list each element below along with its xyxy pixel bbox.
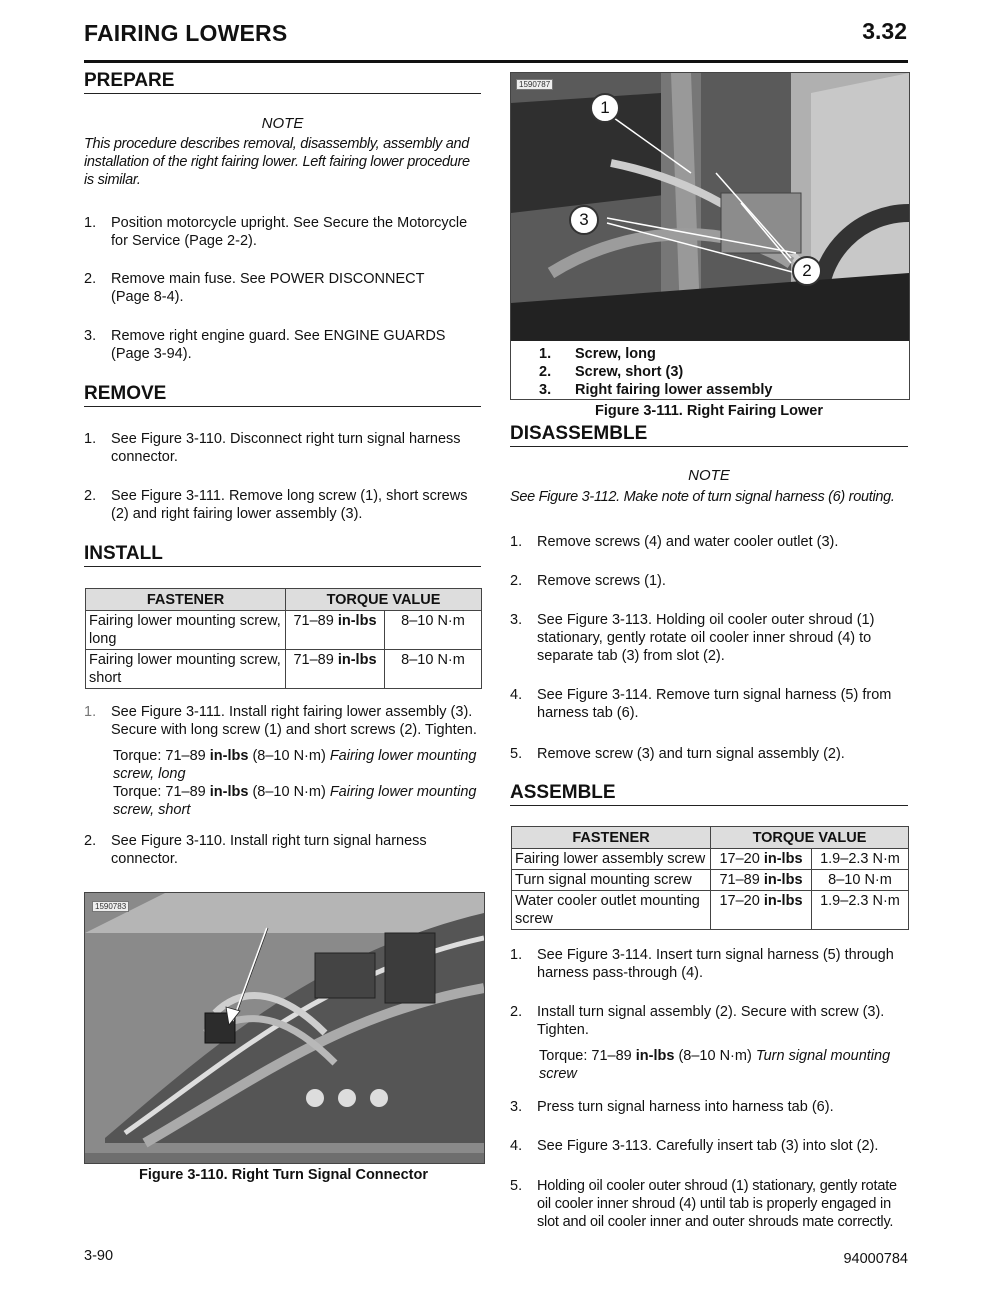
callout-1: 1 — [590, 93, 620, 123]
assemble-step-1: 1. See Figure 3-114. Insert turn signal harness (5) through harness pass-through (4). — [510, 947, 894, 981]
page-title: FAIRING LOWERS — [84, 20, 288, 46]
disassemble-step-4: 4. See Figure 3-114. Remove turn signal harness (5) from harness tab (6). — [510, 687, 892, 721]
footer-doc-number: 94000784 — [843, 1251, 908, 1267]
torque-spec-turn-signal: Torque: 71–89 in-lbs (8–10 N·m) Turn signal mounting screw — [539, 1048, 891, 1082]
table-row: Fairing lower mounting screw, short 71–89 in-lbs 8–10 N·m — [86, 650, 482, 689]
table-row: Water cooler outlet mounting screw 17–20 in-lbs 1.9–2.3 N·m — [512, 891, 909, 930]
note-text: This procedure describes removal, disassembly, assembly and installation of the right fairing lower. Left fairing lower procedure is similar. — [84, 136, 470, 188]
title-rule — [84, 60, 908, 63]
disassemble-step-2: 2. Remove screws (1). — [510, 573, 666, 589]
col-fastener: FASTENER — [512, 827, 711, 849]
remove-step-2: 2. See Figure 3-111. Remove long screw (1), short screws (2) and right fairing lower assembly (3). — [84, 488, 468, 522]
remove-step-1: 1. See Figure 3-110. Disconnect right turn signal harness connector. — [84, 431, 461, 465]
turn-signal-connector-illustration — [85, 893, 484, 1163]
section-heading-prepare: PREPARE — [84, 70, 481, 94]
col-torque-value: TORQUE VALUE — [711, 827, 909, 849]
figure-3-110-image — [84, 892, 485, 1164]
legend-item: 1. Screw, long — [539, 346, 656, 362]
section-heading-disassemble: DISASSEMBLE — [510, 423, 908, 447]
callout-2: 2 — [792, 256, 822, 286]
figure-id-tag: 1590787 — [516, 79, 553, 90]
assemble-step-3: 3. Press turn signal harness into harness tab (6). — [510, 1099, 834, 1115]
table-row: Fairing lower assembly screw 17–20 in-lbs 1.9–2.3 N·m — [512, 849, 909, 870]
section-page-number: 3.32 — [862, 18, 907, 44]
figure-3-111-caption: Figure 3-111. Right Fairing Lower — [594, 403, 823, 419]
col-fastener: FASTENER — [86, 589, 286, 611]
disassemble-step-1: 1. Remove screws (4) and water cooler outlet (3). — [510, 534, 839, 550]
section-heading-remove: REMOVE — [84, 383, 481, 407]
note-label: NOTE — [261, 115, 304, 132]
legend-item: 2. Screw, short (3) — [539, 364, 684, 380]
note-label: NOTE — [688, 467, 730, 484]
callout-3: 3 — [569, 205, 599, 235]
prepare-step-1: 1. Position motorcycle upright. See Secure the Motorcycle for Service (Page 2-2). — [84, 215, 468, 249]
assemble-step-4: 4. See Figure 3-113. Carefully insert tab (3) into slot (2). — [510, 1138, 879, 1154]
disassemble-step-3: 3. See Figure 3-113. Holding oil cooler outer shroud (1) stationary, gently rotate oil cooler inner shroud (4) to separate tab (3) from slot (2). — [510, 612, 875, 664]
right-fairing-lower-illustration — [511, 73, 909, 341]
table-row: Fairing lower mounting screw, long 71–89 in-lbs 8–10 N·m — [86, 611, 482, 650]
figure-3-110-caption: Figure 3-110. Right Turn Signal Connector — [139, 1167, 428, 1183]
install-step-1: 1. See Figure 3-111. Install right fairing lower assembly (3). Secure with long screw (1) and short screws (2). Tighten. — [84, 704, 477, 738]
table-row: Turn signal mounting screw 71–89 in-lbs 8–10 N·m — [512, 870, 909, 891]
prepare-step-2: 2. Remove main fuse. See POWER DISCONNECT (Page 8-4). — [84, 271, 425, 305]
section-heading-assemble: ASSEMBLE — [510, 782, 908, 806]
col-torque-value: TORQUE VALUE — [286, 589, 482, 611]
disassemble-step-5: 5. Remove screw (3) and turn signal assembly (2). — [510, 746, 845, 762]
install-torque-table — [85, 588, 482, 689]
torque-spec-long: Torque: 71–89 in-lbs (8–10 N·m) Fairing lower mounting screw, long — [113, 748, 477, 782]
torque-spec-short: Torque: 71–89 in-lbs (8–10 N·m) Fairing lower mounting screw, short — [113, 784, 477, 818]
section-heading-install: INSTALL — [84, 543, 481, 567]
assemble-step-5: 5. Holding oil cooler outer shroud (1) stationary, gently rotate oil cooler inner shroud (4) until tab is properly engaged in slot and oil cooler inner and outer shrouds mate correctly. — [510, 1178, 897, 1230]
figure-3-111-box — [510, 72, 910, 400]
figure-id-tag: 1590783 — [92, 901, 129, 912]
legend-item: 3. Right fairing lower assembly — [539, 382, 773, 398]
figure-legend — [539, 345, 899, 399]
prepare-step-3: 3. Remove right engine guard. See ENGINE GUARDS (Page 3-94). — [84, 328, 446, 362]
assemble-torque-table — [511, 826, 909, 930]
install-step-2: 2. See Figure 3-110. Install right turn signal harness connector. — [84, 833, 427, 867]
assemble-step-2: 2. Install turn signal assembly (2). Secure with screw (3). Tighten. — [510, 1004, 885, 1038]
footer-page-number: 3-90 — [84, 1248, 114, 1264]
note-text: See Figure 3-112. Make note of turn signal harness (6) routing. — [510, 489, 895, 505]
